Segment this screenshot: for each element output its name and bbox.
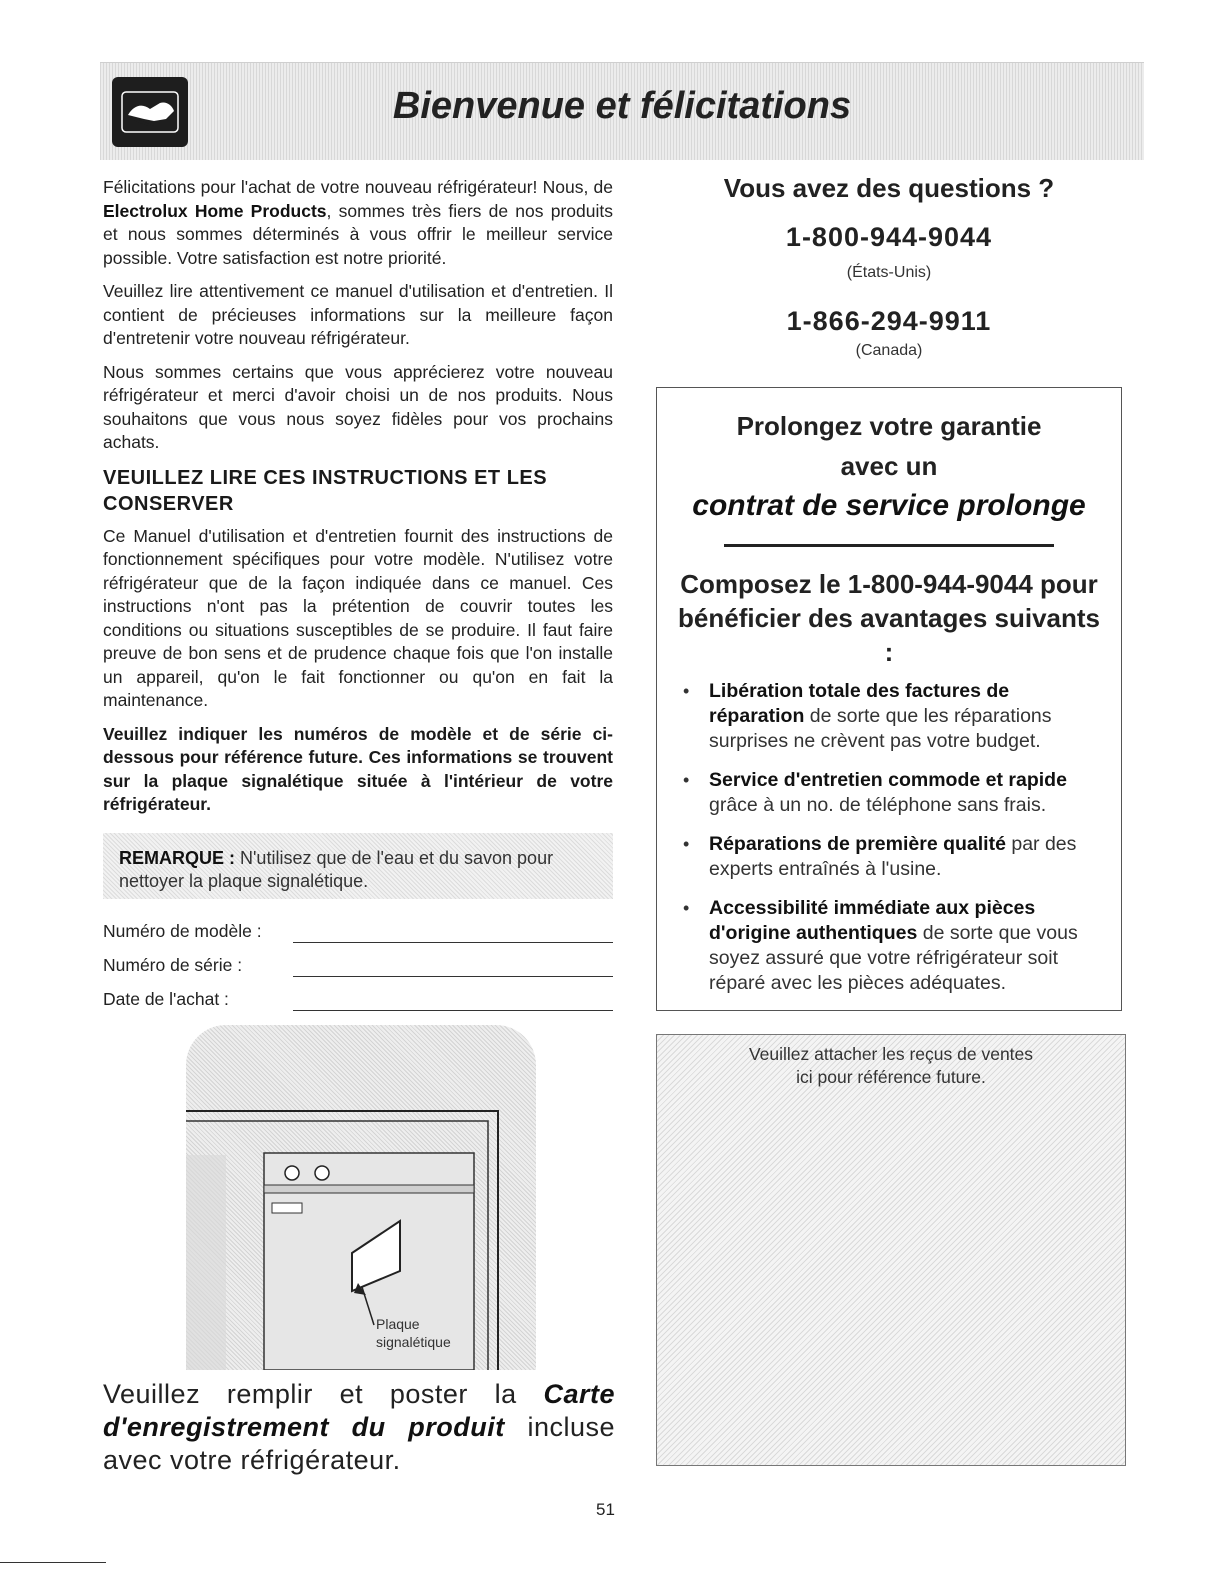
benefit-item bbox=[673, 896, 1105, 996]
benefit-text: de sorte que les réparations surprises ne crèvent pas votre budget. bbox=[709, 705, 1052, 752]
benefit-text: de sorte que vous soyez assuré que votre réfrigérateur soit réparé avec les pièces adéquates. bbox=[709, 922, 1078, 994]
us-phone-block bbox=[656, 222, 1122, 253]
contact-section bbox=[656, 173, 1122, 204]
questions-heading: Vous avez des questions ? bbox=[723, 173, 1055, 203]
receipt-instruction: Veuillez attacher les reçus de ventes ici pour référence future. bbox=[748, 1044, 1034, 1087]
purchase-date-label: Date de l'achat : bbox=[103, 989, 229, 1009]
benefit-item bbox=[673, 679, 1105, 754]
intro-paragraph bbox=[103, 176, 613, 270]
canada-region-block bbox=[656, 342, 1122, 360]
purchase-date-field[interactable] bbox=[103, 989, 613, 1015]
us-phone-number[interactable]: 1-800-944-9044 bbox=[785, 222, 993, 252]
us-region-block bbox=[656, 264, 1122, 282]
note-text: N'utilisez que de l'eau et du savon pour nettoyer la plaque signalétique. bbox=[119, 848, 554, 891]
registration-card-name: Carte d'enregistrement du produit bbox=[103, 1379, 615, 1442]
note-box bbox=[103, 833, 613, 899]
canada-phone-number[interactable]: 1-866-294-9911 bbox=[786, 306, 992, 336]
extended-warranty-box bbox=[656, 387, 1122, 1011]
intro-text-end: , sommes très fiers de nos produits et nous sommes déterminés à vous offrir le meilleur service possible. Votre satisfaction est notre priorité. bbox=[103, 200, 614, 268]
thanks-paragraph: Nous sommes certains que vous apprécierez votre nouveau réfrigérateur et merci d'avoir choisi un de nos produits. Nous souhaitons que vous nous soyez fidèles pour vos prochains achats. bbox=[103, 361, 613, 452]
closing-text-start: Veuillez remplir et poster la bbox=[103, 1379, 544, 1409]
model-serial-paragraph: Veuillez indiquer les numéros de modèle et de série ci-dessous pour référence future. Ces informations se trouvent sur la plaque signalétique située à l'intérieur de votre réfrigérateur. bbox=[103, 723, 613, 814]
serial-number-field[interactable] bbox=[103, 955, 613, 981]
benefit-item bbox=[673, 768, 1105, 818]
refrigerator-interior-drawing bbox=[186, 1025, 536, 1370]
closing-statement bbox=[103, 1378, 615, 1477]
benefit-item bbox=[673, 832, 1105, 882]
benefit-title: Réparations de première qualité bbox=[709, 833, 1006, 855]
model-number-line[interactable] bbox=[293, 942, 613, 943]
receipt-attachment-area bbox=[656, 1034, 1126, 1466]
benefit-text: par des experts entraînés à l'usine. bbox=[709, 833, 1077, 880]
warranty-call-heading: Composez le 1-800-944-9044 pour bénéficier des avantages suivants : bbox=[678, 569, 1100, 667]
page-number: 51 bbox=[596, 1500, 615, 1519]
footer-rule bbox=[0, 1562, 106, 1563]
model-number-field[interactable] bbox=[103, 921, 613, 947]
canada-region-label: (Canada) bbox=[855, 342, 923, 359]
benefits-list bbox=[673, 679, 1105, 996]
purchase-date-line[interactable] bbox=[293, 1010, 613, 1011]
warranty-heading-line2: avec un bbox=[840, 451, 938, 481]
benefit-text: grâce à un no. de téléphone sans frais. bbox=[709, 794, 1047, 816]
header-banner bbox=[100, 62, 1144, 160]
page-title: Bienvenue et félicitations bbox=[392, 85, 852, 127]
closing-text-end: incluse avec votre réfrigérateur. bbox=[103, 1412, 615, 1475]
service-contract-title: contrat de service prolonge bbox=[692, 489, 1086, 522]
rating-plate-illustration bbox=[186, 1025, 536, 1370]
serial-number-label: Numéro de série : bbox=[103, 955, 243, 975]
warranty-divider bbox=[724, 544, 1054, 547]
model-number-label: Numéro de modèle : bbox=[103, 921, 262, 941]
left-column bbox=[103, 176, 613, 829]
canada-phone-block bbox=[656, 306, 1122, 337]
read-manual-paragraph: Veuillez lire attentivement ce manuel d'utilisation et d'entretien. Il contient de précieuses informations sur la meilleure façon d'entretenir votre nouveau réfrigérateur. bbox=[103, 281, 613, 348]
instructions-heading: VEUILLEZ LIRE CES INSTRUCTIONS ET LES CONSERVER bbox=[103, 466, 548, 515]
note-label: REMARQUE : bbox=[119, 848, 235, 868]
benefit-title: Service d'entretien commode et rapide bbox=[709, 769, 1067, 791]
instructions-paragraph: Ce Manuel d'utilisation et d'entretien fournit des instructions de fonctionnement spécifiques pour votre modèle. N'utilisez votre réfrigérateur que de la façon indiquée dans ce manuel. Ces instructions n'ont pas la prétention de couvrir toutes les conditions ou situations susceptibles de se produire. Il faut faire preuve de bon sens et de prudence chaque fois que l'on installe un appareil, qu'on le fait fonctionner ou qu'on en fait la maintenance. bbox=[103, 525, 613, 710]
benefit-title: Accessibilité immédiate aux pièces d'origine authentiques bbox=[709, 897, 1036, 944]
us-region-label: (États-Unis) bbox=[846, 264, 932, 281]
intro-text-start: Félicitations pour l'achat de votre nouveau réfrigérateur! Nous, de bbox=[103, 177, 613, 197]
serial-number-line[interactable] bbox=[293, 976, 613, 977]
rating-plate-label: Plaque signalétique bbox=[376, 1316, 451, 1350]
benefit-title: Libération totale des factures de réparation bbox=[709, 680, 1010, 727]
warranty-heading-line1: Prolongez votre garantie bbox=[736, 411, 1042, 441]
brand-name: Electrolux Home Products bbox=[103, 200, 327, 221]
